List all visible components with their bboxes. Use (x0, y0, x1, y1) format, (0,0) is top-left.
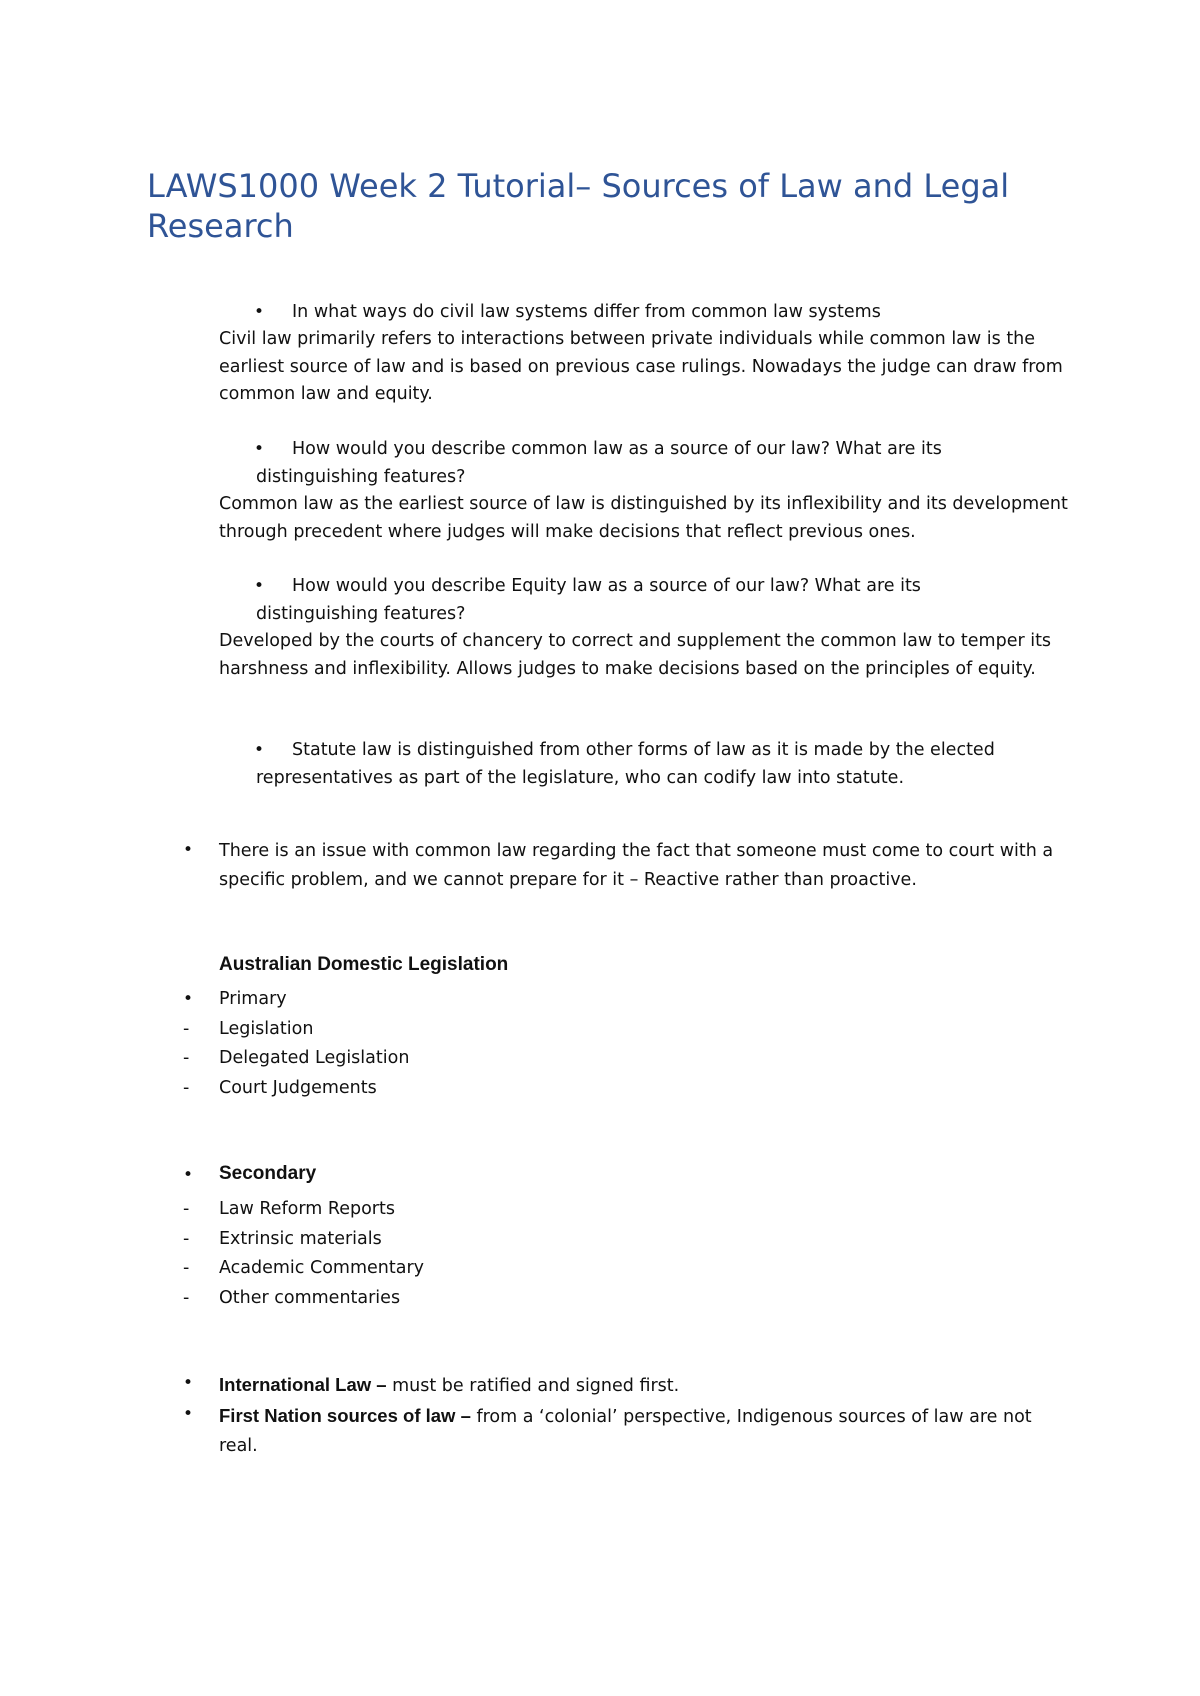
dash-icon: - (183, 1258, 190, 1278)
bullet-icon: • (183, 989, 194, 1009)
dash-icon: - (183, 1199, 190, 1219)
dash-icon: - (183, 1228, 190, 1249)
question-1: In what ways do civil law systems differ from common law systems (292, 302, 881, 322)
answer-2: Common law as the earliest source of law is distinguished by its inflexibility and its development through precedent where judges will make decisions that reflect previous ones. (219, 494, 1068, 542)
answer-1: Civil law primarily refers to interactions between private individuals while common law is the earliest source of law and is based on previous case rulings. Nowadays the judge can draw from common law and equity. (219, 329, 1063, 404)
secondary-item: Academic Commentary (219, 1258, 424, 1278)
international-law-label: International Law – (219, 1374, 387, 1395)
first-nation-text: from a ‘colonial’ perspective, Indigenous sources of law are not real. (219, 1407, 1032, 1456)
bullet-icon: • (183, 840, 194, 860)
bullet-icon: • (183, 1404, 194, 1424)
domestic-heading: Australian Domestic Legislation (219, 954, 509, 975)
bullet-icon: • (254, 576, 265, 596)
primary-list (183, 985, 583, 1103)
bullet-icon: • (183, 1373, 194, 1393)
question-2: How would you describe common law as a source of our law? What are its distinguishing features? (256, 439, 942, 487)
first-nation-label: First Nation sources of law – (219, 1405, 471, 1426)
primary-item: Court Judgements (219, 1077, 377, 1098)
secondary-item: Other commentaries (219, 1287, 401, 1308)
secondary-list (183, 1161, 583, 1313)
statute-note: Statute law is distinguished from other forms of law as it is made by the elected representatives as part of the legislature, who can codify law into statute. (256, 740, 995, 788)
question-3: How would you describe Equity law as a source of our law? What are its distinguishing features? (256, 576, 921, 624)
international-law-item (219, 1370, 1069, 1401)
issue-note: There is an issue with common law regarding the fact that someone must come to court with a specific problem, and we cannot prepare for it – Reactive rather than proactive. (219, 841, 1054, 890)
bullet-icon: • (183, 1165, 194, 1185)
secondary-item: Extrinsic materials (219, 1228, 382, 1249)
list-item (183, 1044, 583, 1074)
primary-item: Legislation (219, 1018, 314, 1039)
answer-3: Developed by the courts of chancery to correct and supplement the common law to temper its harshness and inflexibility. Allows judges to make decisions based on the principles of equity. (219, 631, 1052, 679)
bullet-icon: • (254, 302, 265, 322)
dash-icon: - (183, 1048, 190, 1068)
secondary-label: Secondary (219, 1163, 317, 1184)
first-nation-item (219, 1401, 1069, 1461)
primary-label: Primary (219, 989, 287, 1009)
list-item (183, 1284, 583, 1314)
list-item (183, 1195, 583, 1225)
list-item (183, 1161, 583, 1195)
bullet-icon: • (254, 439, 265, 459)
list-item (183, 1254, 583, 1284)
dash-icon: - (183, 1018, 190, 1039)
primary-item: Delegated Legislation (219, 1048, 410, 1068)
dash-icon: - (183, 1077, 190, 1098)
list-item (183, 1225, 583, 1255)
dash-icon: - (183, 1287, 190, 1308)
list-item (183, 1015, 583, 1045)
list-item (183, 1074, 583, 1104)
secondary-item: Law Reform Reports (219, 1199, 395, 1219)
bullet-icon: • (254, 740, 265, 760)
international-law-text: must be ratified and signed first. (386, 1376, 680, 1396)
list-item (183, 985, 583, 1015)
page-title: LAWS1000 Week 2 Tutorial– Sources of Law and Legal Research (147, 167, 1010, 245)
